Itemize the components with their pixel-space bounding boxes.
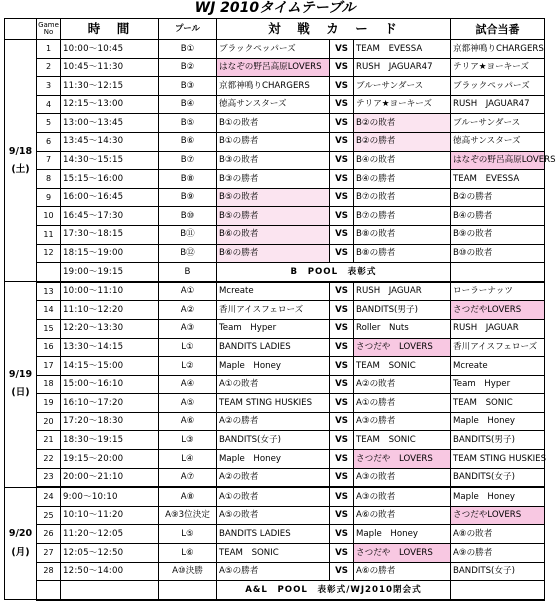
vs-label: VS bbox=[330, 188, 354, 207]
pool-cell: A⑤ bbox=[159, 394, 217, 413]
pool-cell: L⑥ bbox=[159, 544, 217, 563]
pool-cell: B⑪ bbox=[159, 225, 217, 244]
day-header bbox=[5, 19, 37, 40]
match-time: 17:20～18:30 bbox=[61, 412, 159, 431]
home-team: BANDITS LADIES bbox=[217, 338, 330, 357]
home-team: A①の敗者 bbox=[217, 487, 330, 506]
away-team: B②の敗者 bbox=[354, 114, 451, 133]
away-team: B④の勝者 bbox=[354, 170, 451, 189]
pool-cell: B① bbox=[159, 40, 217, 59]
match-row bbox=[5, 450, 545, 469]
day-weekday: (土) bbox=[11, 163, 30, 175]
game-number: 3 bbox=[37, 77, 61, 96]
pool-cell: B⑦ bbox=[159, 151, 217, 170]
match-time: 10:10～11:20 bbox=[61, 506, 159, 525]
time-header: 時 間 bbox=[61, 19, 159, 40]
match-row bbox=[5, 207, 545, 226]
game-number: 25 bbox=[37, 506, 61, 525]
match-row bbox=[5, 394, 545, 413]
referee-team: Maple Honey bbox=[451, 487, 545, 506]
home-team: Maple Honey bbox=[217, 357, 330, 376]
home-team: B①の敗者 bbox=[217, 114, 330, 133]
match-row bbox=[5, 301, 545, 320]
game-number: 13 bbox=[37, 282, 61, 301]
day-cell bbox=[5, 282, 37, 488]
away-team: RUSH JAGUAR47 bbox=[354, 58, 451, 77]
vs-label: VS bbox=[330, 77, 354, 96]
match-time: 11:10～12:20 bbox=[61, 301, 159, 320]
pool-cell: A④ bbox=[159, 375, 217, 394]
vs-label: VS bbox=[330, 301, 354, 320]
home-team: B⑥の勝者 bbox=[217, 244, 330, 263]
game-number: 16 bbox=[37, 338, 61, 357]
match-time: 13:30～14:15 bbox=[61, 338, 159, 357]
match-time: 9:00～10:10 bbox=[61, 487, 159, 506]
game-number: 20 bbox=[37, 412, 61, 431]
home-team: Mcreate bbox=[217, 282, 330, 301]
referee-team: BANDITS(男子) bbox=[451, 431, 545, 450]
vs-label: VS bbox=[330, 487, 354, 506]
referee-team: Team Hyper bbox=[451, 375, 545, 394]
referee-team: B⑩の敗者 bbox=[451, 244, 545, 263]
match-time: 13:00～13:45 bbox=[61, 114, 159, 133]
vs-label: VS bbox=[330, 412, 354, 431]
pool-cell: B⑤ bbox=[159, 114, 217, 133]
away-team: B②の勝者 bbox=[354, 132, 451, 151]
ceremony-label: A&L POOL 表彰式/WJ2010閉会式 bbox=[217, 581, 451, 600]
referee-team: RUSH JAGUAR bbox=[451, 319, 545, 338]
match-time: 10:00～11:10 bbox=[61, 282, 159, 301]
away-team: ブルーサンダース bbox=[354, 77, 451, 96]
match-time: 12:05～12:50 bbox=[61, 544, 159, 563]
vs-label: VS bbox=[330, 338, 354, 357]
match-row bbox=[5, 338, 545, 357]
home-team: B①の勝者 bbox=[217, 132, 330, 151]
away-team: BANDITS(男子) bbox=[354, 301, 451, 320]
vs-label: VS bbox=[330, 431, 354, 450]
day-date: 9/19 bbox=[8, 369, 33, 381]
home-team: BANDITS(女子) bbox=[217, 431, 330, 450]
away-team: さつだや LOVERS bbox=[354, 338, 451, 357]
match-row bbox=[5, 282, 545, 301]
referee-team: A⑨の勝者 bbox=[451, 544, 545, 563]
match-time: 18:15～19:00 bbox=[61, 244, 159, 263]
referee-team: TEAM STING HUSKIES bbox=[451, 450, 545, 469]
day-cell bbox=[5, 40, 37, 282]
pool-cell: B bbox=[159, 263, 217, 282]
match-row bbox=[5, 95, 545, 114]
game-header-line1: Game bbox=[38, 20, 59, 29]
vs-label: VS bbox=[330, 319, 354, 338]
away-team: A③の敗者 bbox=[354, 487, 451, 506]
home-team: 香川アイスフェローズ bbox=[217, 301, 330, 320]
pool-cell: B② bbox=[159, 58, 217, 77]
vs-label: VS bbox=[330, 40, 354, 59]
away-team: A①の勝者 bbox=[354, 394, 451, 413]
referee-team: Mcreate bbox=[451, 357, 545, 376]
referee-team: さつだやLOVERS bbox=[451, 506, 545, 525]
away-team: TEAM SONIC bbox=[354, 357, 451, 376]
home-team: 徳高サンスターズ bbox=[217, 95, 330, 114]
pool-cell: B④ bbox=[159, 95, 217, 114]
match-time: 15:00～16:10 bbox=[61, 375, 159, 394]
pool-cell bbox=[159, 581, 217, 600]
referee-team: テリア★ヨーキーズ bbox=[451, 58, 545, 77]
home-team: BANDITS LADIES bbox=[217, 525, 330, 544]
game-number: 21 bbox=[37, 431, 61, 450]
page-title: WJ 2010タイムテーブル bbox=[194, 0, 356, 16]
home-team: A⑤の勝者 bbox=[217, 562, 330, 581]
match-row bbox=[5, 225, 545, 244]
match-row bbox=[5, 151, 545, 170]
referee-team: B⑨の敗者 bbox=[451, 225, 545, 244]
match-row bbox=[5, 487, 545, 506]
pool-cell: L④ bbox=[159, 450, 217, 469]
game-number: 27 bbox=[37, 544, 61, 563]
home-team: A②の勝者 bbox=[217, 412, 330, 431]
vs-label: VS bbox=[330, 225, 354, 244]
match-time bbox=[61, 581, 159, 600]
match-time: 19:00～19:15 bbox=[61, 263, 159, 282]
game-number: 11 bbox=[37, 225, 61, 244]
away-team: A③の勝者 bbox=[354, 412, 451, 431]
match-time: 14:30～15:15 bbox=[61, 151, 159, 170]
match-row bbox=[5, 58, 545, 77]
referee-team: 徳高サンスターズ bbox=[451, 132, 545, 151]
game-number: 23 bbox=[37, 468, 61, 487]
home-team: A②の敗者 bbox=[217, 468, 330, 487]
vs-label: VS bbox=[330, 244, 354, 263]
vs-label: VS bbox=[330, 170, 354, 189]
match-time: 17:30～18:15 bbox=[61, 225, 159, 244]
game-number: 4 bbox=[37, 95, 61, 114]
game-number: 14 bbox=[37, 301, 61, 320]
game-number: 12 bbox=[37, 244, 61, 263]
referee-header: 試合当番 bbox=[451, 19, 545, 40]
away-team: RUSH JAGUAR bbox=[354, 282, 451, 301]
game-number: 7 bbox=[37, 151, 61, 170]
pool-cell: B⑧ bbox=[159, 170, 217, 189]
vs-label: VS bbox=[330, 394, 354, 413]
game-number: 15 bbox=[37, 319, 61, 338]
home-team: B⑤の勝者 bbox=[217, 207, 330, 226]
match-time: 15:15～16:00 bbox=[61, 170, 159, 189]
pool-cell: B③ bbox=[159, 77, 217, 96]
match-row bbox=[5, 375, 545, 394]
referee-team: B④の勝者 bbox=[451, 207, 545, 226]
referee-team: ブルーサンダース bbox=[451, 114, 545, 133]
away-team: B④の敗者 bbox=[354, 151, 451, 170]
vs-label: VS bbox=[330, 544, 354, 563]
game-no-header bbox=[37, 19, 61, 40]
game-number: 26 bbox=[37, 525, 61, 544]
pool-cell: A① bbox=[159, 282, 217, 301]
match-row bbox=[5, 319, 545, 338]
away-team: TEAM SONIC bbox=[354, 431, 451, 450]
match-row bbox=[5, 357, 545, 376]
vs-label: VS bbox=[330, 375, 354, 394]
match-time: 12:50～14:00 bbox=[61, 562, 159, 581]
ceremony-label: B POOL 表彰式 bbox=[217, 263, 451, 282]
referee-team: TEAM EVESSA bbox=[451, 170, 545, 189]
away-team: さつだや LOVERS bbox=[354, 544, 451, 563]
referee-team: B②の勝者 bbox=[451, 188, 545, 207]
match-row bbox=[5, 77, 545, 96]
home-team: A⑤の敗者 bbox=[217, 506, 330, 525]
pool-cell: A② bbox=[159, 301, 217, 320]
pool-cell: L③ bbox=[159, 431, 217, 450]
pool-cell: A⑧ bbox=[159, 487, 217, 506]
vs-label: VS bbox=[330, 282, 354, 301]
referee-team: Maple Honey bbox=[451, 412, 545, 431]
match-time: 10:00～10:45 bbox=[61, 40, 159, 59]
home-team: TEAM SONIC bbox=[217, 544, 330, 563]
match-row bbox=[5, 562, 545, 581]
home-team: Maple Honey bbox=[217, 450, 330, 469]
referee-team: BANDITS(女子) bbox=[451, 562, 545, 581]
ceremony-row bbox=[5, 581, 545, 600]
referee-team: 京都神鳴りCHARGERS bbox=[451, 40, 545, 59]
vs-label: VS bbox=[330, 58, 354, 77]
referee-team bbox=[451, 581, 545, 600]
game-number: 18 bbox=[37, 375, 61, 394]
match-row bbox=[5, 170, 545, 189]
day-date: 9/18 bbox=[8, 145, 33, 157]
pool-cell: A⑥ bbox=[159, 412, 217, 431]
match-time: 16:45～17:30 bbox=[61, 207, 159, 226]
match-row bbox=[5, 525, 545, 544]
away-team: B⑦の敗者 bbox=[354, 188, 451, 207]
referee-team: 香川アイスフェローズ bbox=[451, 338, 545, 357]
game-number: 9 bbox=[37, 188, 61, 207]
match-row bbox=[5, 544, 545, 563]
match-row bbox=[5, 40, 545, 59]
match-row bbox=[5, 244, 545, 263]
home-team: TEAM STING HUSKIES bbox=[217, 394, 330, 413]
home-team: B⑥の敗者 bbox=[217, 225, 330, 244]
home-team: A①の敗者 bbox=[217, 375, 330, 394]
referee-team: RUSH JAGUAR47 bbox=[451, 95, 545, 114]
pool-cell: B⑩ bbox=[159, 207, 217, 226]
referee-team bbox=[451, 263, 545, 282]
match-time: 20:00～21:10 bbox=[61, 468, 159, 487]
timetable bbox=[4, 18, 556, 601]
pool-cell: B⑨ bbox=[159, 188, 217, 207]
match-row bbox=[5, 412, 545, 431]
day-weekday: (月) bbox=[11, 546, 30, 558]
referee-team: ブラックペッパーズ bbox=[451, 77, 545, 96]
away-team: B⑧の勝者 bbox=[354, 244, 451, 263]
away-team: A②の敗者 bbox=[354, 375, 451, 394]
pool-header: プール bbox=[159, 19, 217, 40]
match-row bbox=[5, 114, 545, 133]
match-time: 18:30～19:15 bbox=[61, 431, 159, 450]
pool-cell: A③ bbox=[159, 319, 217, 338]
game-header-line2: No bbox=[43, 28, 54, 36]
away-team: テリア★ヨーキーズ bbox=[354, 95, 451, 114]
away-team: さつだや LOVERS bbox=[354, 450, 451, 469]
game-number: 24 bbox=[37, 487, 61, 506]
home-team: はなぞの野呂高原LOVERS bbox=[217, 58, 330, 77]
away-team: A⑥の敗者 bbox=[354, 506, 451, 525]
match-header: 対 戦 カ ー ド bbox=[217, 19, 451, 40]
away-team: TEAM EVESSA bbox=[354, 40, 451, 59]
pool-cell: L⑤ bbox=[159, 525, 217, 544]
referee-team: ローラーナッツ bbox=[451, 282, 545, 301]
timetable-body bbox=[5, 40, 556, 600]
game-number: 1 bbox=[37, 40, 61, 59]
ceremony-row bbox=[5, 263, 545, 282]
away-team: Maple Honey bbox=[354, 525, 451, 544]
home-team: Team Hyper bbox=[217, 319, 330, 338]
vs-label: VS bbox=[330, 114, 354, 133]
home-team: B⑤の敗者 bbox=[217, 188, 330, 207]
header-row bbox=[5, 19, 545, 40]
home-team: 京都神鳴りCHARGERS bbox=[217, 77, 330, 96]
home-team: B③の勝者 bbox=[217, 170, 330, 189]
day-date: 9/20 bbox=[8, 528, 33, 540]
game-number: 2 bbox=[37, 58, 61, 77]
game-number: 17 bbox=[37, 357, 61, 376]
match-time: 11:30～12:15 bbox=[61, 77, 159, 96]
match-time: 13:45～14:30 bbox=[61, 132, 159, 151]
home-team: ブラックペッパーズ bbox=[217, 40, 330, 59]
referee-team: TEAM SONIC bbox=[451, 394, 545, 413]
away-team: B⑦の勝者 bbox=[354, 207, 451, 226]
match-row bbox=[5, 132, 545, 151]
match-time: 16:10～17:20 bbox=[61, 394, 159, 413]
match-time: 12:15～13:00 bbox=[61, 95, 159, 114]
home-team: B③の敗者 bbox=[217, 151, 330, 170]
match-time: 16:00～16:45 bbox=[61, 188, 159, 207]
game-number: 5 bbox=[37, 114, 61, 133]
vs-label: VS bbox=[330, 357, 354, 376]
game-number: 19 bbox=[37, 394, 61, 413]
vs-label: VS bbox=[330, 562, 354, 581]
vs-label: VS bbox=[330, 95, 354, 114]
game-number: 28 bbox=[37, 562, 61, 581]
match-row bbox=[5, 431, 545, 450]
pool-cell: B⑫ bbox=[159, 244, 217, 263]
vs-label: VS bbox=[330, 468, 354, 487]
game-number: 22 bbox=[37, 450, 61, 469]
vs-label: VS bbox=[330, 506, 354, 525]
vs-label: VS bbox=[330, 151, 354, 170]
away-team: A③の敗者 bbox=[354, 468, 451, 487]
game-number: 8 bbox=[37, 170, 61, 189]
referee-team: はなぞの野呂高原LOVERS bbox=[451, 151, 545, 170]
match-row bbox=[5, 188, 545, 207]
game-number: 6 bbox=[37, 132, 61, 151]
pool-cell: A⑦ bbox=[159, 468, 217, 487]
pool-cell: A⑨3位決定 bbox=[159, 506, 217, 525]
pool-cell: L② bbox=[159, 357, 217, 376]
match-time: 14:15～15:00 bbox=[61, 357, 159, 376]
vs-label: VS bbox=[330, 207, 354, 226]
away-team: B⑧の敗者 bbox=[354, 225, 451, 244]
vs-label: VS bbox=[330, 525, 354, 544]
referee-team: さつだやLOVERS bbox=[451, 301, 545, 320]
game-number bbox=[37, 263, 61, 282]
referee-team: A⑧の敗者 bbox=[451, 525, 545, 544]
match-time: 19:15～20:00 bbox=[61, 450, 159, 469]
match-time: 12:20～13:30 bbox=[61, 319, 159, 338]
day-cell bbox=[5, 487, 37, 600]
pool-cell: B⑥ bbox=[159, 132, 217, 151]
day-weekday: (日) bbox=[11, 387, 30, 399]
match-row bbox=[5, 468, 545, 487]
away-team: A⑥の勝者 bbox=[354, 562, 451, 581]
game-number: 10 bbox=[37, 207, 61, 226]
game-number bbox=[37, 581, 61, 600]
away-team: Roller Nuts bbox=[354, 319, 451, 338]
match-time: 11:20～12:05 bbox=[61, 525, 159, 544]
referee-team: BANDITS(女子) bbox=[451, 468, 545, 487]
vs-label: VS bbox=[330, 132, 354, 151]
match-time: 10:45～11:30 bbox=[61, 58, 159, 77]
pool-cell: A⑩決勝 bbox=[159, 562, 217, 581]
pool-cell: L① bbox=[159, 338, 217, 357]
match-row bbox=[5, 506, 545, 525]
vs-label: VS bbox=[330, 450, 354, 469]
